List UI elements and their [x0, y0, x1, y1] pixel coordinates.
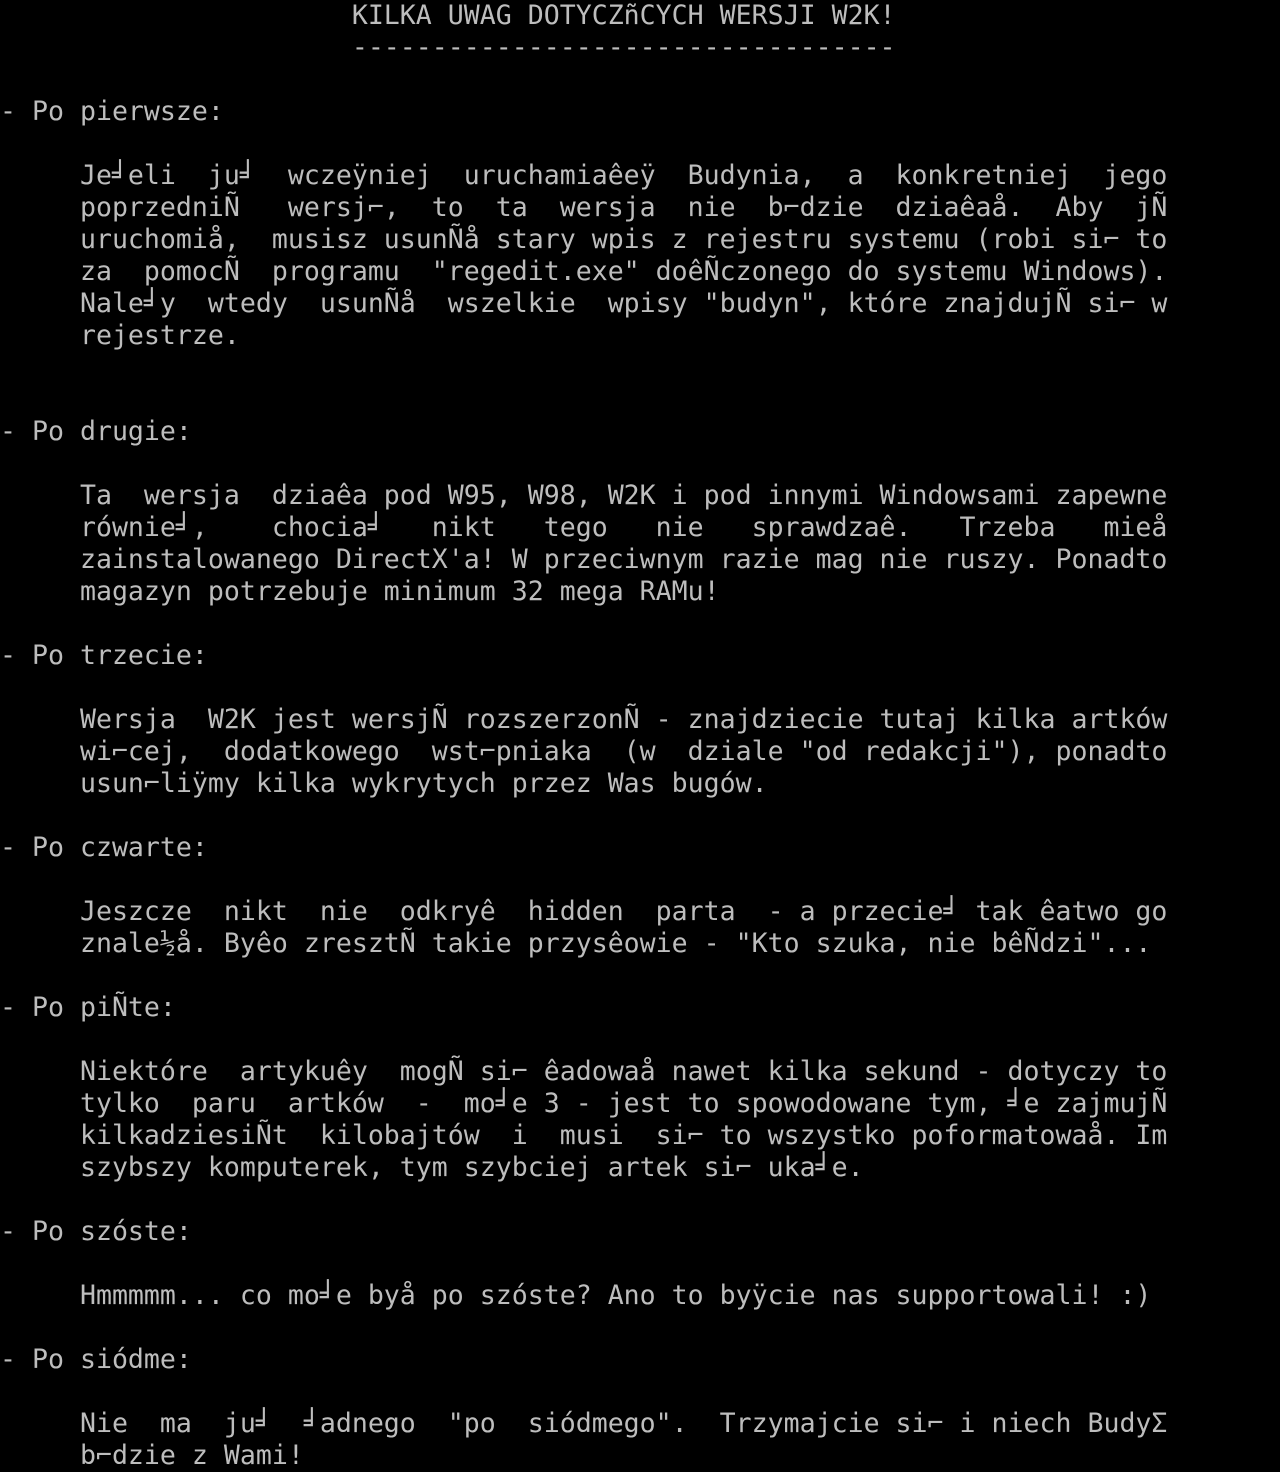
blank-line: [0, 384, 1280, 416]
paragraph-line: uruchomiå, musisz usunÑå stary wpis z rejestru systemu (robi si⌐ to: [0, 224, 1168, 255]
section-heading: - Po piÑte:: [0, 992, 176, 1023]
paragraph-line: magazyn potrzebuje minimum 32 mega RAMu!: [0, 576, 720, 607]
paragraph-line: b⌐dzie z Wami!: [0, 1440, 304, 1471]
blank-line: [0, 800, 1280, 832]
blank-line: [0, 608, 1280, 640]
section-heading: - Po szóste:: [0, 1216, 192, 1247]
paragraph-line: wi⌐cej, dodatkowego wst⌐pniaka (w dziale "od redakcji"), ponadto: [0, 736, 1168, 767]
paragraph-line: Hmmmmm... co mo╛e byå po szóste? Ano to byÿcie nas supportowali! :): [0, 1280, 1152, 1311]
blank-line: [0, 1376, 1280, 1408]
blank-line: [0, 1248, 1280, 1280]
blank-line: [0, 1312, 1280, 1344]
paragraph-line: zainstalowanego DirectX'a! W przeciwnym razie mag nie ruszy. Ponadto: [0, 544, 1168, 575]
blank-line: [0, 672, 1280, 704]
paragraph-line: rejestrze.: [0, 320, 240, 351]
paragraph-line: kilkadziesiÑt kilobajtów i musi si⌐ to wszystko poformatowaå. Im: [0, 1120, 1168, 1151]
blank-line: [0, 352, 1280, 384]
section-heading: - Po drugie:: [0, 416, 192, 447]
section-heading: - Po pierwsze:: [0, 96, 224, 127]
paragraph-line: znale½å. Byêo zresztÑ takie przysêowie - "Kto szuka, nie bêÑdzi"...: [0, 928, 1152, 959]
paragraph-line: poprzedniÑ wersj⌐, to ta wersja nie b⌐dzie dziaêaå. Aby jÑ: [0, 192, 1168, 223]
paragraph-line: Nie ma ju╛ ╛adnego "po siódmego". Trzymajcie si⌐ i niech BudyΣ: [0, 1408, 1168, 1439]
paragraph-line: równie╛, chocia╛ nikt tego nie sprawdzaê. Trzeba mieå: [0, 512, 1168, 543]
paragraph-line: Ta wersja dziaêa pod W95, W98, W2K i pod innymi Windowsami zapewne: [0, 480, 1168, 511]
paragraph-line: szybszy komputerek, tym szybciej artek si⌐ uka╛e.: [0, 1152, 864, 1183]
blank-line: [0, 1184, 1280, 1216]
blank-line: [0, 64, 1280, 96]
section-heading: - Po czwarte:: [0, 832, 208, 863]
paragraph-line: Je╛eli ju╛ wczeÿniej uruchamiaêeÿ Budynia, a konkretniej jego: [0, 160, 1168, 191]
section-heading: - Po siódme:: [0, 1344, 192, 1375]
blank-line: [0, 864, 1280, 896]
blank-line: [0, 960, 1280, 992]
paragraph-line: Jeszcze nikt nie odkryê hidden parta - a przecie╛ tak êatwo go: [0, 896, 1168, 927]
paragraph-line: Nale╛y wtedy usunÑå wszelkie wpisy "budyn", które znajdujÑ si⌐ w: [0, 288, 1168, 319]
paragraph-line: Niektóre artykuêy mogÑ si⌐ êadowaå nawet kilka sekund - dotyczy to: [0, 1056, 1168, 1087]
paragraph-line: Wersja W2K jest wersjÑ rozszerzonÑ - znajdziecie tutaj kilka artków: [0, 704, 1168, 735]
paragraph-line: tylko paru artków - mo╛e 3 - jest to spowodowane tym, ╛e zajmujÑ: [0, 1088, 1168, 1119]
blank-line: [0, 1024, 1280, 1056]
blank-line: [0, 128, 1280, 160]
paragraph-line: usun⌐liÿmy kilka wykrytych przez Was bugów.: [0, 768, 768, 799]
section-heading: - Po trzecie:: [0, 640, 208, 671]
page-title: KILKA UWAG DOTYCZñCYCH WERSJI W2K!: [0, 0, 896, 31]
title-underline: ----------------------------------: [0, 32, 896, 63]
blank-line: [0, 448, 1280, 480]
paragraph-line: za pomocÑ programu "regedit.exe" doêÑczonego do systemu Windows).: [0, 256, 1168, 287]
